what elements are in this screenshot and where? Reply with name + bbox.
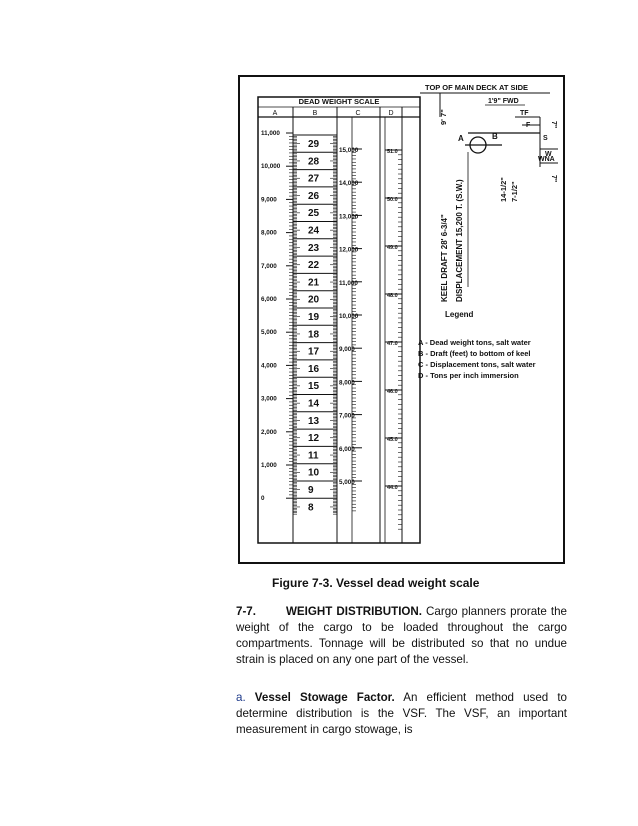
figure-caption: Figure 7-3. Vessel dead weight scale — [272, 576, 480, 590]
deadweight-label: 6,000 — [261, 296, 277, 303]
dim-14-1-2: 14-1/2" — [499, 177, 508, 202]
deadweight-label: 5,000 — [261, 329, 277, 337]
fwd-label: 1'9" FWD — [488, 98, 519, 105]
tf-label: TF — [520, 110, 529, 117]
section-text: Cargo planners prorate the weight of the cargo to be loaded throughout the cargo compartments. Tonnage will be distributed so that no undue strain is placed on any one part of the vessel. — [236, 605, 567, 666]
section-heading: WEIGHT DISTRIBUTION. — [285, 605, 423, 618]
subsection-heading: Vessel Stowage Factor. — [254, 691, 395, 704]
point-a-label: A — [458, 134, 464, 143]
dim-9-7: 9' 7" — [439, 109, 448, 125]
displacement-label: 10,000 — [339, 313, 359, 320]
tpi-label: 48.0 — [387, 293, 398, 299]
tpi-label: 51.0 — [387, 149, 398, 155]
dim-7-lower: 7" — [550, 175, 557, 183]
displacement-label: 8,000 — [339, 379, 355, 387]
top-of-main-deck-label: TOP OF MAIN DECK AT SIDE — [425, 83, 529, 92]
deadweight-label: 4,000 — [261, 362, 277, 370]
draft-label: 29 — [308, 139, 320, 150]
draft-label: 19 — [308, 312, 320, 323]
figure-drawing — [240, 77, 563, 562]
wna-label: WNA — [538, 156, 555, 163]
displacement-label: 15,000 — [339, 147, 359, 154]
displacement-label: 9,000 — [339, 346, 355, 354]
deadweight-label: 0 — [261, 495, 265, 503]
col-header-a: A — [272, 110, 278, 117]
col-header-b: B — [312, 110, 318, 117]
draft-label: 8 — [308, 502, 314, 514]
draft-label: 18 — [308, 329, 320, 341]
s-label: S — [543, 135, 548, 142]
draft-label: 28 — [308, 156, 320, 168]
legend-item-a: A - Dead weight tons, salt water — [418, 338, 531, 347]
deadweight-label: 11,000 — [261, 130, 280, 137]
deadweight-label: 3,000 — [261, 395, 277, 403]
subsection-a-paragraph — [236, 690, 567, 738]
draft-label: 17 — [308, 346, 320, 358]
draft-label: 24 — [308, 225, 320, 237]
draft-label: 10 — [308, 467, 320, 479]
legend-item-b: B - Draft (feet) to bottom of keel — [418, 349, 531, 358]
section-number: 7-7. — [236, 605, 256, 618]
scale-title: DEAD WEIGHT SCALE — [298, 97, 380, 106]
deadweight-label: 1,000 — [261, 462, 277, 469]
draft-label: 11 — [308, 450, 319, 462]
legend-title: Legend — [445, 310, 474, 319]
f-label: F — [526, 122, 531, 129]
col-header-d: D — [388, 110, 394, 117]
dim-7-1-2: 7-1/2" — [510, 181, 519, 202]
deadweight-label: 8,000 — [261, 229, 277, 237]
dead-weight-scale-figure — [238, 75, 565, 564]
tpi-label: 44.0 — [387, 485, 398, 491]
displacement-label: 14,000 — [339, 180, 359, 188]
draft-label: 12 — [308, 433, 320, 445]
draft-label: 27 — [308, 173, 320, 185]
displacement-label: 6,000 — [339, 445, 355, 453]
subsection-label: a. — [236, 691, 246, 704]
displacement-label: DISPLACEMENT 15,200 T. (S.W.) — [455, 179, 464, 302]
draft-label: 22 — [308, 260, 320, 272]
draft-label: 20 — [308, 294, 320, 306]
displacement-label: 7,000 — [339, 412, 355, 420]
draft-label: 16 — [308, 363, 320, 375]
tpi-label: 46.0 — [387, 389, 398, 395]
draft-label: 23 — [308, 242, 320, 254]
tpi-label: 50.0 — [387, 197, 398, 203]
draft-label: 14 — [308, 398, 320, 410]
displacement-label: 5,000 — [339, 479, 355, 486]
tpi-label: 45.0 — [387, 437, 398, 443]
draft-label: 9 — [308, 485, 314, 496]
deadweight-label: 7,000 — [261, 262, 277, 270]
scale-frame — [258, 97, 420, 543]
displacement-label: 13,000 — [339, 213, 359, 221]
legend-item-c: C - Displacement tons, salt water — [418, 360, 536, 369]
tpi-label: 49.0 — [387, 245, 398, 251]
tpi-label: 47.0 — [387, 341, 398, 347]
section-7-7-paragraph — [236, 604, 567, 668]
draft-label: 13 — [308, 415, 320, 427]
w-label: W — [545, 151, 552, 158]
displacement-label: 11,000 — [339, 279, 358, 287]
draft-label: 15 — [308, 381, 320, 393]
deadweight-label: 10,000 — [261, 163, 281, 171]
draft-label: 26 — [308, 190, 320, 202]
deadweight-label: 9,000 — [261, 196, 277, 204]
subsection-text: An efficient method used to determine distribution is the VSF. The VSF, an important measurement in cargo stowage, is — [236, 691, 568, 736]
draft-label: 21 — [308, 277, 320, 289]
keel-draft-label: KEEL DRAFT 28' 6-3/4" — [440, 214, 449, 302]
draft-label: 25 — [308, 208, 320, 220]
displacement-label: 12,000 — [339, 246, 359, 254]
scale-labels — [261, 130, 398, 513]
dim-7-upper: 7" — [550, 121, 557, 129]
point-b-label: B — [492, 132, 498, 141]
legend-item-d: D - Tons per inch immersion — [418, 371, 519, 380]
col-header-c: C — [355, 110, 361, 117]
deadweight-label: 2,000 — [261, 428, 277, 436]
